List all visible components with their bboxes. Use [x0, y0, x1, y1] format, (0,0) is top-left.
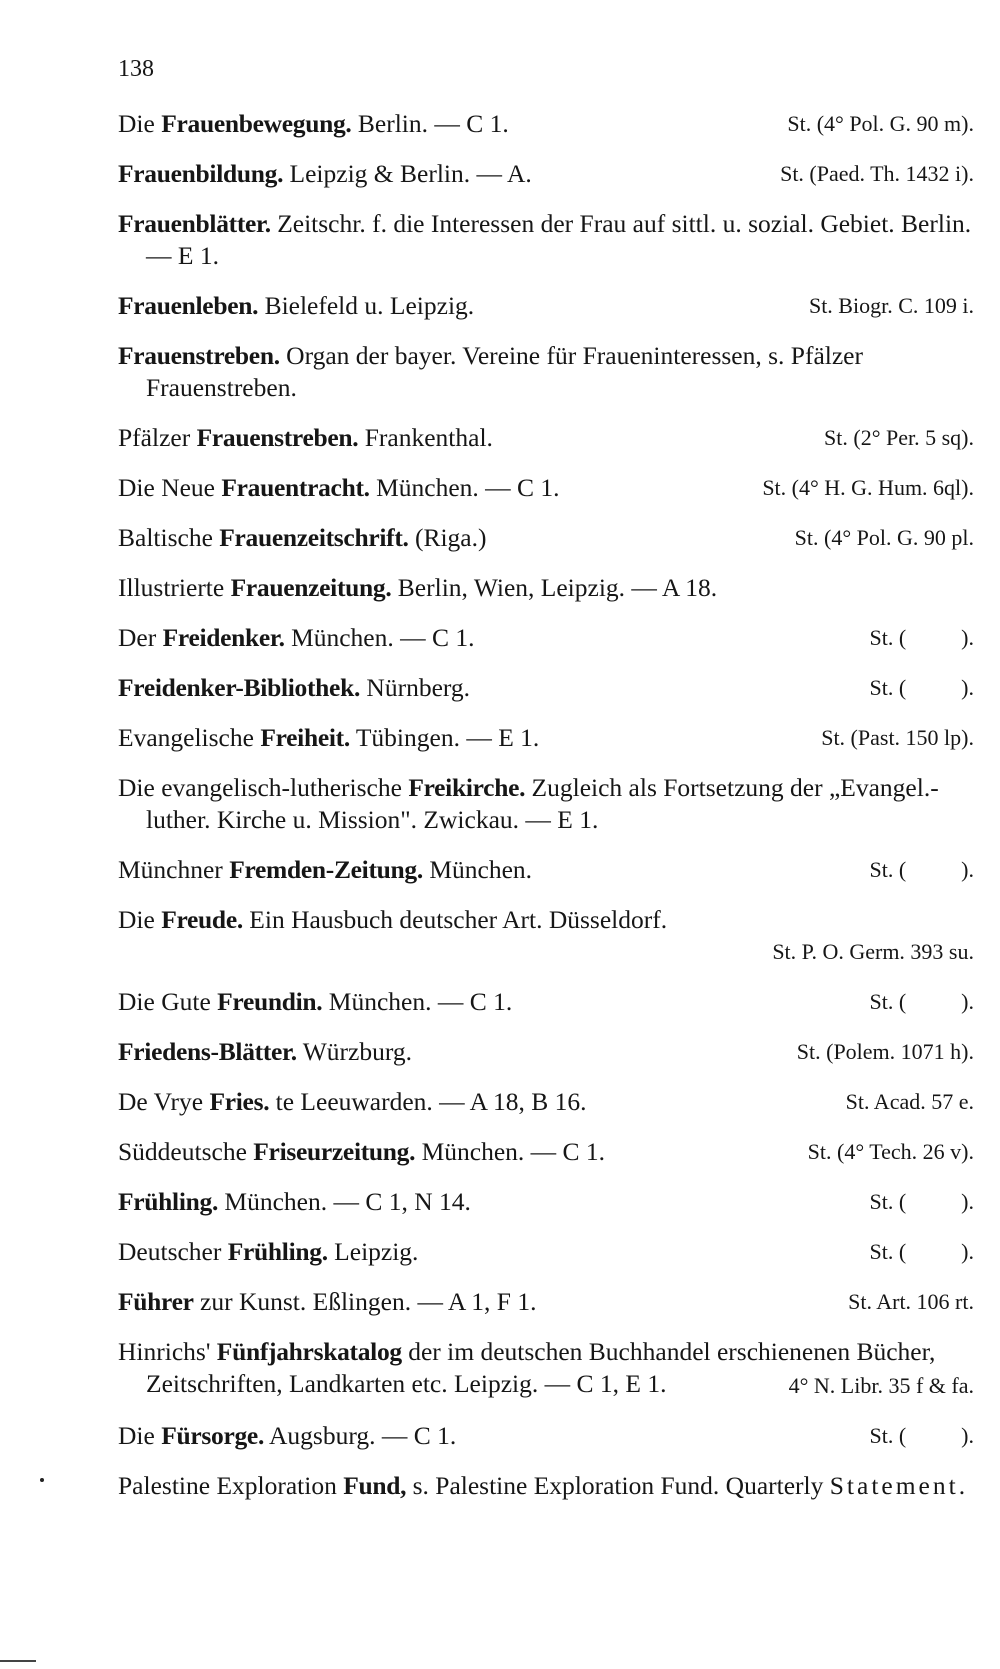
shelfmark: St. (4° Pol. G. 90 m). [787, 111, 974, 136]
entry-title: Fremden-Zeitung. [229, 855, 423, 884]
page-number: 138 [118, 56, 154, 82]
entry-prefix: Die evangelisch-lutherische [118, 773, 409, 802]
list-item [118, 904, 974, 968]
entry-details: Frankenthal. [358, 423, 493, 452]
list-item [118, 722, 974, 754]
list-item [118, 1470, 974, 1502]
entry-title: Frauenblätter. [118, 209, 271, 238]
entry-prefix: Deutscher [118, 1237, 228, 1266]
entry-prefix: Baltische [118, 523, 220, 552]
shelfmark: St. (4° H. G. Hum. 6ql). [762, 475, 974, 500]
shelfmark: St. (4° Pol. G. 90 pl. [794, 525, 974, 550]
shelfmark: St. (Past. 150 lp). [821, 725, 974, 750]
shelfmark: St. (Paed. Th. 1432 i). [780, 161, 974, 186]
entry-prefix: Illustrierte [118, 573, 231, 602]
list-item [118, 572, 974, 604]
entry-details: München. — C 1. [322, 987, 513, 1016]
entry-prefix: Münchner [118, 855, 230, 884]
list-item [118, 622, 974, 654]
entry-details: Zugleich als Fortsetzung der „Evangel.-luther. Kirche u. Mission". Zwickau. — E 1. [146, 773, 939, 834]
list-item [118, 472, 974, 504]
list-item [118, 290, 974, 322]
shelfmark: St. ( ). [869, 625, 974, 650]
list-item [118, 1420, 974, 1452]
entry-details: Leipzig. [327, 1237, 419, 1266]
entry-details: Berlin, Wien, Leipzig. — A 18. [391, 573, 718, 602]
entry-title: Frauenzeitschrift. [219, 523, 409, 552]
entry-details: (Riga.) [408, 523, 487, 552]
entry-details: München. — C 1. [369, 473, 560, 502]
list-item [118, 422, 974, 454]
entry-prefix: Hinrichs' [118, 1337, 217, 1366]
list-item [118, 1336, 974, 1402]
entry-title: Friedens-Blätter. [118, 1037, 297, 1066]
entry-details: Zeitschr. f. die Interessen der Frau auf sittl. u. sozial. Gebiet. Berlin. — E 1. [146, 209, 972, 270]
entry-prefix: Pfälzer [118, 423, 197, 452]
list-item [118, 854, 974, 886]
entry-prefix: Der [118, 623, 163, 652]
margin-mark [0, 1660, 36, 1662]
entry-title: Fries. [209, 1087, 270, 1116]
entry-prefix: Die [118, 1421, 162, 1450]
entry-title: Frühling. [118, 1187, 219, 1216]
shelfmark: St. ( ). [869, 675, 974, 700]
shelfmark: St. Art. 106 rt. [848, 1289, 974, 1314]
entry-details: Tübingen. — E 1. [349, 723, 540, 752]
entry-title: Freidenker-Bibliothek. [118, 673, 361, 702]
entry-title: Fünfjahrskatalog [216, 1337, 402, 1366]
entry-details: München. — C 1. [284, 623, 475, 652]
entry-details: zur Kunst. Eßlingen. — A 1, F 1. [193, 1287, 537, 1316]
entry-prefix: Süddeutsche [118, 1137, 254, 1166]
entry-title: Frauenbewegung. [161, 109, 352, 138]
entry-prefix: Die [118, 905, 162, 934]
entry-details: Berlin. — C 1. [351, 109, 509, 138]
entry-title: Freiheit. [260, 723, 350, 752]
list-item [118, 986, 974, 1018]
entry-details: München. [422, 855, 533, 884]
entry-title: Frauentracht. [221, 473, 370, 502]
shelfmark: St. P. O. Germ. 393 su. [772, 939, 974, 964]
entry-title: Frühling. [227, 1237, 328, 1266]
shelfmark: St. (2° Per. 5 sq). [824, 425, 974, 450]
entry-details: Augsburg. — C 1. [264, 1421, 457, 1450]
entry-title: Freikirche. [408, 773, 526, 802]
shelfmark: 4° N. Libr. 35 f & fa. [788, 1373, 974, 1398]
shelfmark: St. ( ). [869, 1239, 974, 1264]
entry-details: Bielefeld u. Leipzig. [258, 291, 475, 320]
shelfmark: St. ( ). [869, 857, 974, 882]
entry-details: s. Palestine Exploration Fund. Quarterly [406, 1471, 824, 1500]
entry-title: Freude. [161, 905, 243, 934]
list-item [118, 1186, 974, 1218]
entry-details: te Leeuwarden. — A 18, B 16. [269, 1087, 587, 1116]
shelfmark: St. Acad. 57 e. [845, 1089, 974, 1114]
entry-prefix: Die [118, 109, 162, 138]
entry-title: Fürsorge. [161, 1421, 265, 1450]
shelfmark: St. (4° Tech. 26 v). [807, 1139, 974, 1164]
shelfmark: St. Biogr. C. 109 i. [808, 293, 974, 318]
entry-list [118, 108, 974, 1520]
list-item [118, 1086, 974, 1118]
list-item [118, 672, 974, 704]
list-item [118, 158, 974, 190]
entry-title: Führer [118, 1287, 194, 1316]
entry-title: Freidenker. [162, 623, 285, 652]
shelfmark: St. ( ). [869, 989, 974, 1014]
entry-title: Frauenbildung. [118, 159, 284, 188]
entry-title: Freundin. [217, 987, 323, 1016]
list-item [118, 1286, 974, 1318]
list-item [118, 1136, 974, 1168]
entry-details: der im deutschen Buchhandel erschienenen Bücher, Zeitschriften, Landkarten etc. Leipzig. — C 1, E 1. [146, 1337, 936, 1398]
entry-prefix: Die Gute [118, 987, 218, 1016]
entry-title: Frauenstreben. [118, 341, 280, 370]
entry-details: München. — C 1. [415, 1137, 606, 1166]
entry-details: Nürnberg. [360, 673, 471, 702]
entry-title: Frauenleben. [118, 291, 259, 320]
list-item [118, 1036, 974, 1068]
list-item [118, 522, 974, 554]
entry-title: Friseurzeitung. [253, 1137, 416, 1166]
list-item [118, 772, 974, 836]
entry-title: Fund, [343, 1471, 407, 1500]
entry-spaced-word: Statement. [829, 1471, 969, 1500]
entry-title: Frauenzeitung. [230, 573, 392, 602]
list-item [118, 208, 974, 272]
list-item [118, 108, 974, 140]
entry-details: Organ der bayer. Vereine für Fraueninteressen, s. Pfälzer Frauenstreben. [146, 341, 863, 402]
entry-prefix: Evangelische [118, 723, 261, 752]
entry-prefix: Palestine Exploration [118, 1471, 344, 1500]
shelfmark: St. ( ). [869, 1189, 974, 1214]
entry-details: Würzburg. [296, 1037, 412, 1066]
entry-prefix: De Vrye [118, 1087, 210, 1116]
entry-details: München. — C 1, N 14. [218, 1187, 471, 1216]
list-item [118, 340, 974, 404]
shelfmark: St. ( ). [869, 1423, 974, 1448]
entry-details: Leipzig & Berlin. — A. [283, 159, 532, 188]
entry-details: Ein Hausbuch deutscher Art. Düsseldorf. [242, 905, 668, 934]
shelfmark: St. (Polem. 1071 h). [796, 1039, 974, 1064]
margin-mark [40, 1478, 44, 1482]
entry-prefix: Die Neue [118, 473, 222, 502]
entry-title: Frauenstreben. [196, 423, 359, 452]
list-item [118, 1236, 974, 1268]
